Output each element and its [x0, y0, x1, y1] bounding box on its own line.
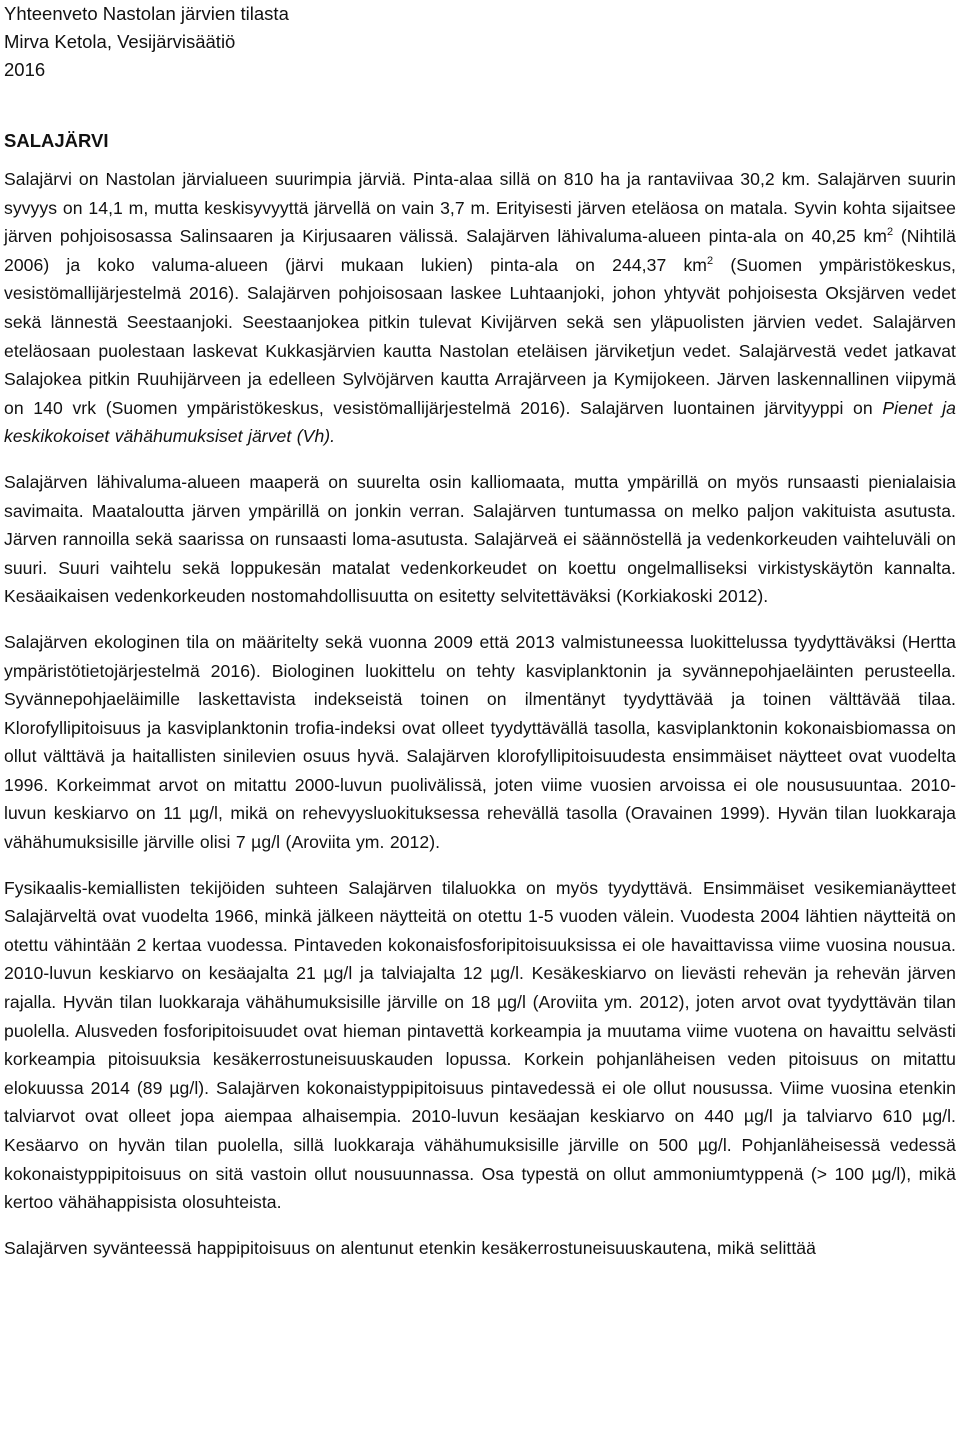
superscript: 2 — [707, 254, 714, 267]
lake-type-italic: Pienet ja keskikokoiset vähähumuksiset järvet (Vh). — [4, 397, 956, 447]
paragraph-catchment: Salajärven lähivaluma-alueen maaperä on suurelta osin kalliomaata, mutta ympärillä on myös runsaasti pienialaisia savimaita. Maataloutta järven ympärillä on jonkin verran. Salajärven tuntumassa on melko paljon vakituista asutusta. Järven rannoilla sekä saarissa on runsaasti loma-asutusta. Salajärveä ei säännöstellä ja vedenkorkeuden vaihteluväli on suuri. Suuri vaihtelu sekä loppukesän matalat vedenkorkeudet on koettu ongelmalliseksi virkistyskäytön kannalta. Kesäaikaisen vedenkorkeuden nostomahdollisuutta on esitetty selvitettäväksi (Korkiakoski 2012). — [4, 471, 956, 607]
document-author: Mirva Ketola, Vesijärvisäätiö — [4, 31, 236, 52]
superscript: 2 — [887, 226, 894, 239]
document-title: Yhteenveto Nastolan järvien tilasta — [4, 3, 289, 24]
document-page — [4, 0, 956, 1279]
paragraph-oxygen: Salajärven syvänteessä happipitoisuus on alentunut etenkin kesäkerrostuneisuuskautena, mikä selittää — [4, 1237, 816, 1258]
document-year: 2016 — [4, 59, 46, 80]
document-header — [4, 0, 956, 84]
paragraph-ecological-status: Salajärven ekologinen tila on määritelty sekä vuonna 2009 että 2013 valmistuneessa luokittelussa tyydyttäväksi (Hertta ympäristötietojärjestelmä 2016). Biologinen luokittelu on tehty kasviplanktonin ja syvännepohjaeläinten perusteella. Syvännepohjaeläimille laskettavista indekseistä toinen on ilmentänyt tyydyttävää ja toinen välttävää tilaa. Klorofyllipitoisuus ja kasviplanktonin trofia-indeksi ovat olleet tyydyttävällä tasolla, kasviplanktonin kokonaisbiomassa on ollut välttävä ja haitallisten sinilevien osuus hyvä. Salajärven klorofyllipitoisuudesta ensimmäiset näytteet ovat vuodelta 1996. Korkeimmat arvot on mitattu 2000-luvun puolivälissä, joten viime vuosien arvoissa ei ole noususuuntaa. 2010-luvun keskiarvo on 11 µg/l, mikä on rehevyysluokituksessa rehevällä tasolla (Oravainen 1999). Hyvän tilan luokkaraja vähähumuksisille järville olisi 7 µg/l (Aroviita ym. 2012). — [4, 631, 956, 853]
paragraph-text: (Nihtilä 2006) ja koko valuma-alueen (järvi mukaan lukien) pinta-ala on 244,37 km — [4, 226, 956, 275]
section-title: SALAJÄRVI — [4, 130, 109, 151]
paragraph-general — [4, 165, 956, 451]
paragraph-text: (Suomen ympäristökeskus, vesistömallijärjestelmä 2016). Salajärven pohjoisosaan laskee Luhtaanjoki, johon yhtyvät pohjoisesta Oksjärven vedet sekä lännestä Seestaanjoki. Seestaanjokea pitkin tulevat Kivijärven sekä sen yläpuolisten järvien vedet. Salajärven eteläosaan puolestaan laskevat Kukkasjärvien kautta Nastolan eteläisen järviketjun vedet. Salajärvestä vedet jatkavat Salajokea pitkin Ruuhijärveen ja edelleen Sylvöjärven kautta Arrajärveen ja Kymijokeen. Järven laskennallinen viipymä on 140 vrk (Suomen ympäristökeskus, vesistömallijärjestelmä 2016). Salajärven luontainen järvityyppi on — [4, 254, 956, 418]
paragraph-physicochemical: Fysikaalis-kemiallisten tekijöiden suhteen Salajärven tilaluokka on myös tyydyttävä. Ensimmäiset vesikemianäytteet Salajärveltä ovat vuodelta 1966, minkä jälkeen näytteitä on otettu 1-5 vuoden välein. Vuodesta 2004 lähtien näytteitä on otettu vähintään 2 kertaa vuodessa. Pintaveden kokonaisfosforipitoisuuksissa ei ole havaittavissa viime vuosina nousua. 2010-luvun keskiarvo on kesäajalta 21 µg/l ja talviajalta 12 µg/l. Kesäkeskiarvo on lievästi rehevän ja rehevän järven rajalla. Hyvän tilan luokkaraja vähähumuksisille järville on 18 µg/l (Aroviita ym. 2012), joten arvot ovat tyydyttävän tilan puolella. Alusveden fosforipitoisuudet ovat hieman pintavettä korkeampia ja muutama viime vuotena on havaittu selvästi korkeampia pitoisuuksia kesäkerrostuneisuuskauden lopussa. Korkein pohjanläheisen veden pitoisuus on mitattu elokuussa 2014 (89 µg/l). Salajärven kokonaistyppipitoisuus pintavedessä ei ole ollut nousussa. Viime vuosina etenkin talviarvot ovat olleet jopa aiempaa alhaisempia. 2010-luvun kesäajan keskiarvo on 440 µg/l ja talviarvo 610 µg/l. Kesäarvo on hyvän tilan puolella, sillä luokkaraja vähähumuksisille järville on 500 µg/l. Pohjanläheisessä vedessä kokonaistyppipitoisuus on sitä vastoin ollut nousuunnassa. Osa typestä on ollut ammoniumtyppenä (> 100 µg/l), mikä kertoo vähähappisista olosuhteista. — [4, 877, 956, 1213]
paragraph-text: Salajärvi on Nastolan järvialueen suurimpia järviä. Pinta-alaa sillä on 810 ha ja rantaviivaa 30,2 km. Salajärven suurin syvyys on 14,1 m, mutta keskisyvyyttä järvellä on vain 3,7 m. Erityisesti järven eteläosa on matala. Syvin kohta sijaitsee järven pohjoisosassa Salinsaaren ja Kirjusaaren välissä. Salajärven lähivaluma-alueen pinta-ala on 40,25 km — [4, 169, 956, 247]
